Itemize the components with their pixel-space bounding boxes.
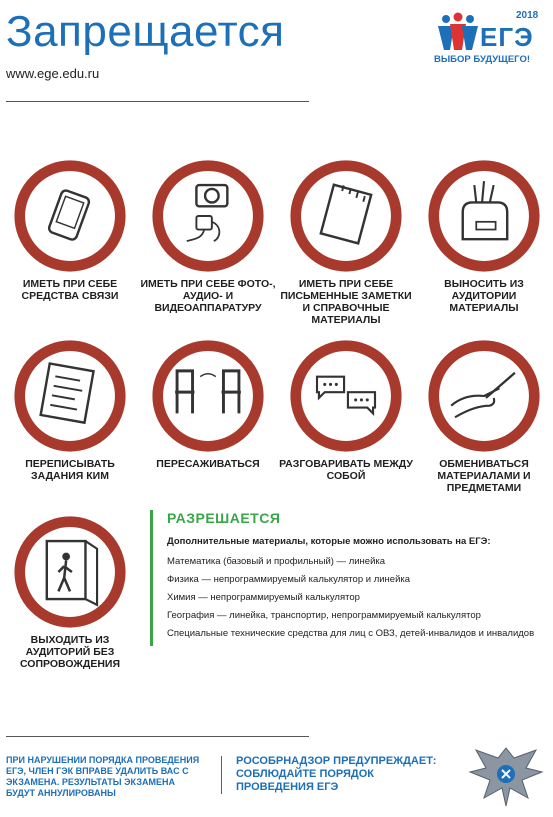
chairs-swap-icon	[150, 338, 266, 454]
prohibited-item-camera	[140, 158, 276, 314]
prohibited-label: ВЫХОДИТЬ ИЗ АУДИТОРИЙ БЕЗ СОПРОВОЖДЕНИЯ	[19, 634, 121, 670]
prohibited-item-swap	[140, 338, 276, 470]
prohibited-label: ПЕРЕСАЖИВАТЬСЯ	[156, 458, 260, 470]
allowed-item: Специальные технические средства для лиц с ОВЗ, детей-инвалидов и инвалидов	[167, 628, 535, 639]
prohibited-item-notes	[278, 158, 414, 326]
prohibited-label: ИМЕТЬ ПРИ СЕБЕ ПИСЬМЕННЫЕ ЗАМЕТКИ И СПРАВОЧНЫЕ МАТЕРИАЛЫ	[280, 278, 412, 326]
paper-list-icon	[12, 338, 128, 454]
hand-pen-icon	[426, 338, 542, 454]
speech-bubbles-icon	[288, 338, 404, 454]
phone-icon	[12, 158, 128, 274]
allowed-section	[150, 510, 553, 646]
page-title: Запрещается	[6, 7, 285, 56]
allowed-item: Математика (базовый и профильный) — линейка	[167, 556, 386, 567]
logo-year: 2018	[516, 10, 539, 21]
prohibited-label: ОБМЕНИВАТЬСЯ МАТЕРИАЛАМИ И ПРЕДМЕТАМИ	[437, 458, 531, 494]
door-exit-icon	[12, 514, 128, 630]
prohibited-item-exchange	[416, 338, 552, 494]
bag-icon	[426, 158, 542, 274]
prohibited-item-phone	[2, 158, 138, 302]
logo-slogan: ВЫБОР БУДУЩЕГО!	[434, 54, 530, 65]
prohibited-item-materials	[416, 158, 552, 314]
prohibited-item-copy	[2, 338, 138, 482]
footer-notice: РОСОБРНАДЗОР ПРЕДУПРЕЖДАЕТ: СОБЛЮДАЙТЕ ПОРЯДОК ПРОВЕДЕНИЯ ЕГЭ	[236, 755, 437, 793]
allowed-intro: Дополнительные материалы, которые можно использовать на ЕГЭ:	[167, 536, 491, 547]
prohibited-label: ВЫНОСИТЬ ИЗ АУДИТОРИИ МАТЕРИАЛЫ	[444, 278, 524, 314]
camera-audio-icon	[150, 158, 266, 274]
header-divider	[6, 101, 309, 102]
allowed-item: География — линейка, транспортир, непрограммируемый калькулятор	[167, 610, 481, 621]
prohibited-label: ИМЕТЬ ПРИ СЕБЕ СРЕДСТВА СВЯЗИ	[21, 278, 119, 302]
ege-logo	[432, 8, 548, 68]
prohibited-item-exit	[2, 514, 138, 670]
people-logo-icon	[436, 12, 480, 52]
allowed-item: Физика — непрограммируемый калькулятор и линейка	[167, 574, 411, 585]
notepad-icon	[288, 158, 404, 274]
logo-brand: ЕГЭ	[480, 22, 534, 52]
rosobrnadzor-emblem-icon	[466, 738, 546, 812]
allowed-item: Химия — непрограммируемый калькулятор	[167, 592, 360, 603]
footer-divider	[6, 736, 309, 737]
footer-warning: ПРИ НАРУШЕНИИ ПОРЯДКА ПРОВЕДЕНИЯ ЕГЭ, ЧЛЕН ГЭК ВПРАВЕ УДАЛИТЬ ВАС С ЭКЗАМЕНА. РЕЗУЛЬТАТЫ ЭКЗАМЕНА БУДУТ АННУЛИРОВАНЫ	[6, 755, 200, 798]
prohibited-label: РАЗГОВАРИВАТЬ МЕЖДУ СОБОЙ	[279, 458, 413, 482]
site-url[interactable]: www.ege.edu.ru	[6, 66, 100, 81]
prohibited-item-talk	[278, 338, 414, 482]
footer-separator	[221, 756, 222, 794]
prohibited-label: ПЕРЕПИСЫВАТЬ ЗАДАНИЯ КИМ	[25, 458, 115, 482]
prohibited-label: ИМЕТЬ ПРИ СЕБЕ ФОТО-, АУДИО- И ВИДЕОАППАРАТУРУ	[140, 278, 276, 314]
allowed-heading: РАЗРЕШАЕТСЯ	[167, 510, 281, 526]
